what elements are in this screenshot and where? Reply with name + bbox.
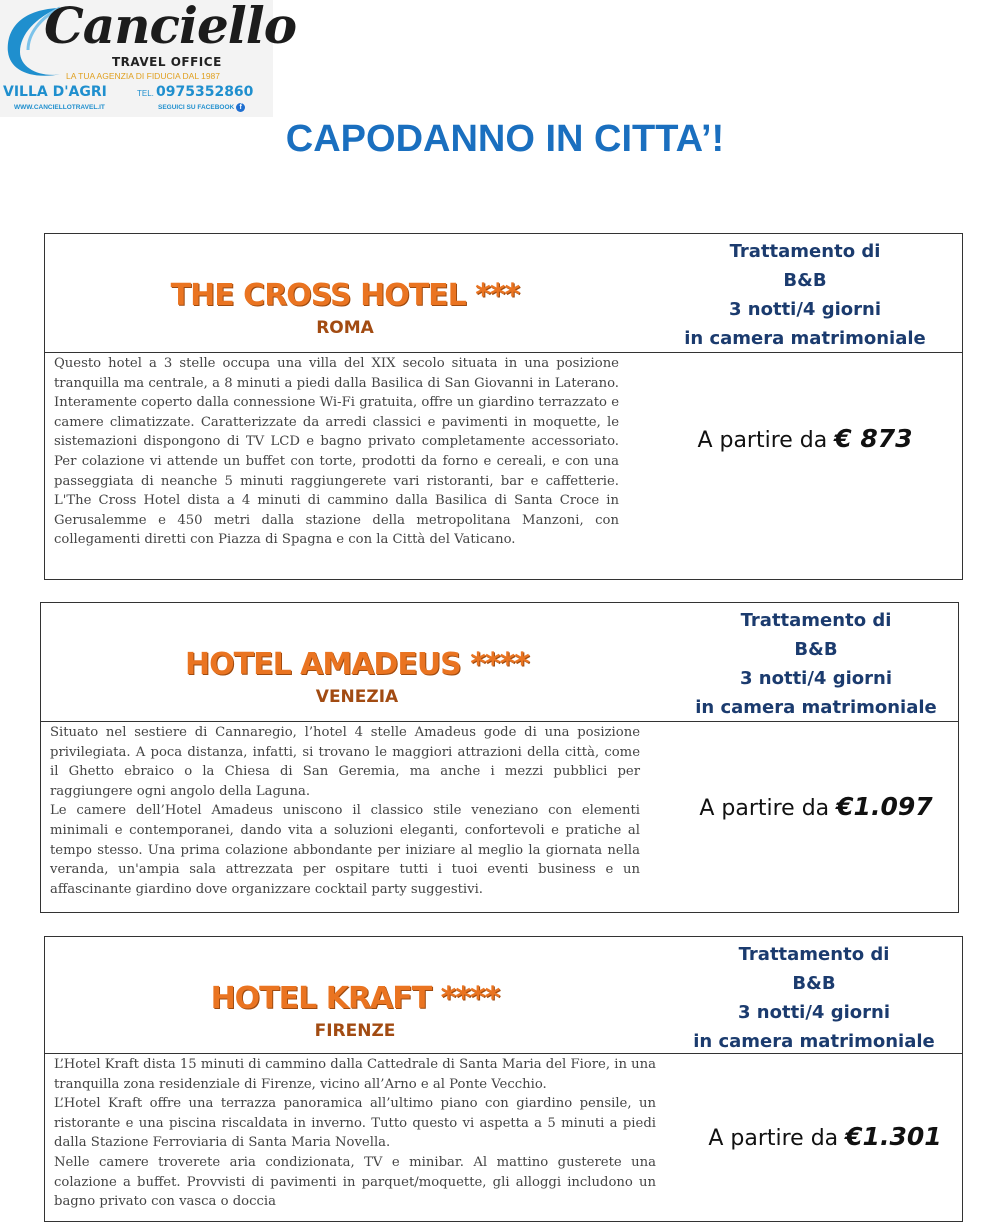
hotel-name: THE CROSS HOTEL *** [170, 278, 520, 313]
hotel-description [50, 723, 640, 899]
treatment-line: in camera matrimoniale [684, 328, 926, 349]
hotel-price [670, 424, 940, 453]
treatment-line: B&B [794, 639, 838, 660]
description-paragraph: Questo hotel a 3 stelle occupa una villa del XIX secolo situata in una posizione tranquilla ma centrale, a 8 minuti a piedi dalla Basilica di San Giovanni in Laterano. Interamente coperto dalla connessione Wi-Fi gratuita, offre un giardino terrazzato e camere climatizzate. Caratterizzate da arredi classici e pavimenti in moquette, le sistemazioni dispongono di TV LCD e bagno privato completamente accessoriato. Per colazione vi attende un buffet con torte, prodotti da forno e cereali, e con una passeggiata di neanche 5 minuti raggiungerete vari ristoranti, bar e caffetterie. L'The Cross Hotel dista a 4 minuti di cammino dalla Basilica di Santa Croce in Gerusalemme e 450 metri dalla stazione della metropolitana Manzoni, con collegamenti diretti con Piazza di Spagna e con la Città del Vaticano. [54, 356, 619, 548]
hotel-description [54, 354, 619, 550]
logo-subtitle: TRAVEL OFFICE [112, 55, 222, 69]
hotel-price [681, 792, 951, 821]
hotel-treatment [681, 606, 951, 722]
page-title: CAPODANNO IN CITTA’! [285, 118, 725, 160]
logo-tel-label: TEL. [137, 89, 154, 98]
hotel-city: VENEZIA [315, 687, 399, 707]
treatment-line: Trattamento di [740, 610, 892, 631]
agency-logo [0, 0, 297, 117]
price-prefix: A partire da [699, 796, 837, 821]
hotel-city: ROMA [316, 318, 374, 338]
treatment-line: 3 notti/4 giorni [729, 299, 881, 320]
treatment-line: 3 notti/4 giorni [740, 668, 892, 689]
description-paragraph: Nelle camere troverete aria condizionata, TV e minibar. Al mattino gusterete una colazione a buffet. Provvisti di pavimenti in parquet/moquette, gli alloggi includono un bagno privato con vasca o doccia [54, 1154, 656, 1210]
logo-website: WWW.CANCIELLOTRAVEL.IT [14, 104, 105, 111]
description-paragraph: Le camere dell’Hotel Amadeus uniscono il classico stile veneziano con elementi minimali e contemporanei, dando vita a soluzioni eleganti, confortevoli e pratiche al tempo stesso. Una prima colazione abbondante per iniziare al meglio la giornata nella veranda, un'ampia sala attrezzata per ospitare tutti i tuoi eventi business e un affascinante giardino dove organizzare cocktail party suggestivi. [50, 803, 640, 897]
hotel-price [690, 1122, 960, 1151]
hotel-treatment [679, 940, 949, 1056]
logo-facebook [158, 103, 245, 112]
description-paragraph: L’Hotel Kraft dista 15 minuti di cammino dalla Cattedrale di Santa Maria del Fiore, in una tranquilla zona residenziale di Firenze, vicino all’Arno e al Ponte Vecchio. [54, 1057, 656, 1092]
logo-city: VILLA D'AGRI [3, 84, 107, 100]
price-value: €1.097 [836, 792, 933, 821]
description-paragraph: Situato nel sestiere di Cannaregio, l’hotel 4 stelle Amadeus gode di una posizione privilegiata. A poca distanza, infatti, si trovano le maggiori attrazioni della città, come il Ghetto ebraico o la Chiesa di San Geremia, ma anche i mezzi pubblici per raggiungere ogni angolo della Laguna. [50, 725, 640, 799]
hotel-name: HOTEL KRAFT **** [210, 981, 500, 1016]
treatment-line: in camera matrimoniale [695, 697, 937, 718]
price-value: € 873 [834, 424, 913, 453]
facebook-icon: f [236, 103, 245, 112]
hotel-treatment [670, 237, 940, 353]
price-prefix: A partire da [697, 428, 835, 453]
hotel-city: FIRENZE [314, 1021, 396, 1041]
hotel-name: HOTEL AMADEUS **** [185, 647, 529, 682]
logo-tagline: LA TUA AGENZIA DI FIDUCIA DAL 1987 [66, 71, 221, 81]
description-paragraph: L’Hotel Kraft offre una terrazza panoramica all’ultimo piano con giardino pensile, un ristorante e una piscina riscaldata in inverno. Tutto questo vi aspetta a 5 minuti a piedi dalla Stazione Ferroviaria di Santa Maria Novella. [54, 1096, 656, 1151]
price-prefix: A partire da [708, 1126, 846, 1151]
treatment-line: in camera matrimoniale [693, 1031, 935, 1052]
treatment-line: B&B [783, 270, 827, 291]
logo-phone: 0975352860 [156, 84, 254, 100]
hotel-description [54, 1055, 656, 1212]
treatment-line: 3 notti/4 giorni [738, 1002, 890, 1023]
logo-facebook-text: SEGUICI SU FACEBOOK [158, 104, 235, 112]
logo-script-text: Canciello [44, 0, 297, 55]
treatment-line: B&B [792, 973, 836, 994]
treatment-line: Trattamento di [729, 241, 881, 262]
hotel-card-roma [44, 233, 963, 580]
price-value: €1.301 [845, 1122, 942, 1151]
hotel-card-venezia [40, 602, 959, 913]
hotel-card-firenze [44, 936, 963, 1222]
treatment-line: Trattamento di [738, 944, 890, 965]
